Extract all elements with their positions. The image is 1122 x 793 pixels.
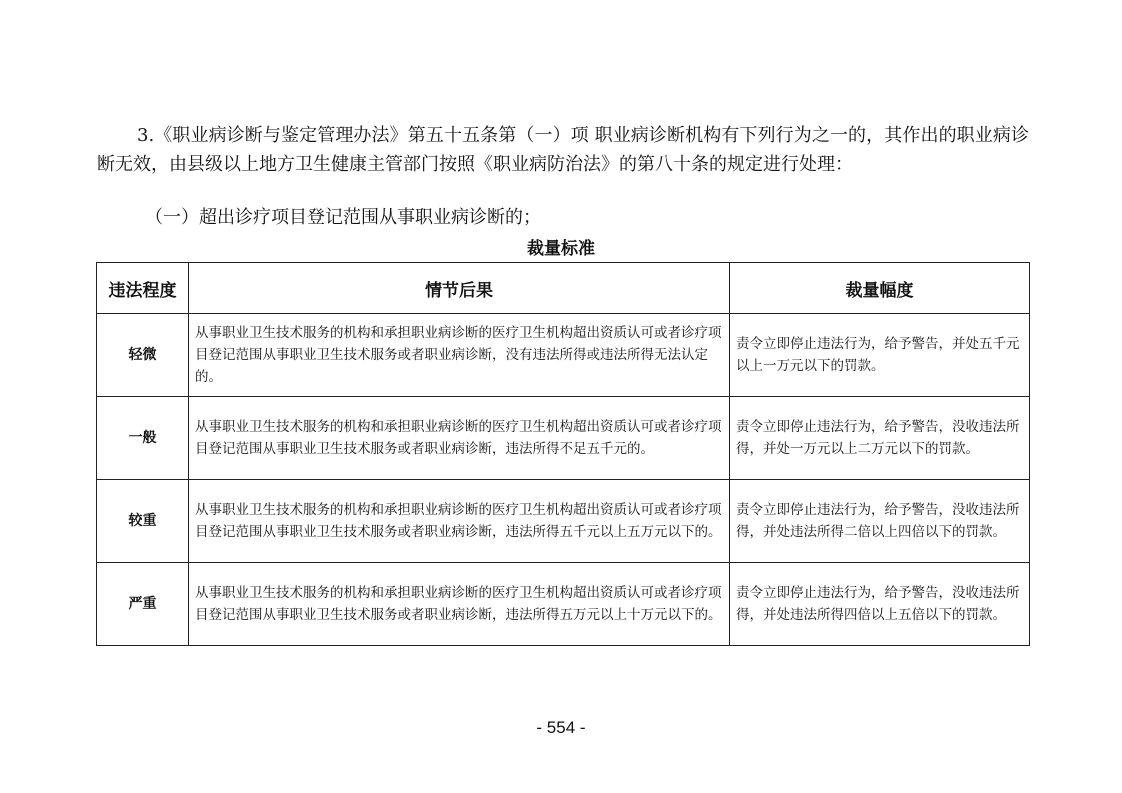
- row-penalty: 责令立即停止违法行为，给予警告，没收违法所得，并处违法所得四倍以上五倍以下的罚款。: [730, 563, 1030, 646]
- row-level: 较重: [97, 480, 189, 563]
- row-level: 轻微: [97, 314, 189, 397]
- header-penalty-range: 裁量幅度: [730, 263, 1030, 314]
- table-row: [97, 480, 1030, 563]
- table-row: [97, 397, 1030, 480]
- page-number: - 554 -: [536, 718, 586, 737]
- row-consequence: 从事职业卫生技术服务的机构和承担职业病诊断的医疗卫生机构超出资质认可或者诊疗项目登记范围从事职业卫生技术服务或者职业病诊断，违法所得五千元以上五万元以下的。: [189, 480, 730, 563]
- table-row: [97, 314, 1030, 397]
- table-header-row: [97, 263, 1030, 314]
- article-item-text: （一）超出诊疗项目登记范围从事职业病诊断的；: [145, 207, 541, 228]
- header-violation-degree: 违法程度: [97, 263, 189, 314]
- row-consequence: 从事职业卫生技术服务的机构和承担职业病诊断的医疗卫生机构超出资质认可或者诊疗项目登记范围从事职业卫生技术服务或者职业病诊断，没有违法所得或违法所得无法认定的。: [189, 314, 730, 397]
- article-paragraph: [97, 121, 1029, 179]
- article-paragraph-text: 3.《职业病诊断与鉴定管理办法》第五十五条第（一）项 职业病诊断机构有下列行为之一的，其作出的职业病诊断无效，由县级以上地方卫生健康主管部门按照《职业病防治法》的第八十条的规定进行处理：: [97, 125, 1029, 175]
- row-level: 一般: [97, 397, 189, 480]
- row-consequence: 从事职业卫生技术服务的机构和承担职业病诊断的医疗卫生机构超出资质认可或者诊疗项目登记范围从事职业卫生技术服务或者职业病诊断，违法所得五万元以上十万元以下的。: [189, 563, 730, 646]
- table-row: [97, 563, 1030, 646]
- row-penalty: 责令立即停止违法行为，给予警告，没收违法所得，并处违法所得二倍以上四倍以下的罚款。: [730, 480, 1030, 563]
- article-item: [97, 203, 1029, 232]
- header-circumstances: 情节后果: [189, 263, 730, 314]
- row-penalty: 责令立即停止违法行为，给予警告，并处五千元以上一万元以下的罚款。: [730, 314, 1030, 397]
- discretion-standard-table: [96, 262, 1030, 646]
- row-level: 严重: [97, 563, 189, 646]
- table-caption: 裁量标准: [527, 239, 595, 259]
- row-consequence: 从事职业卫生技术服务的机构和承担职业病诊断的医疗卫生机构超出资质认可或者诊疗项目登记范围从事职业卫生技术服务或者职业病诊断，违法所得不足五千元的。: [189, 397, 730, 480]
- row-penalty: 责令立即停止违法行为，给予警告，没收违法所得，并处一万元以上二万元以下的罚款。: [730, 397, 1030, 480]
